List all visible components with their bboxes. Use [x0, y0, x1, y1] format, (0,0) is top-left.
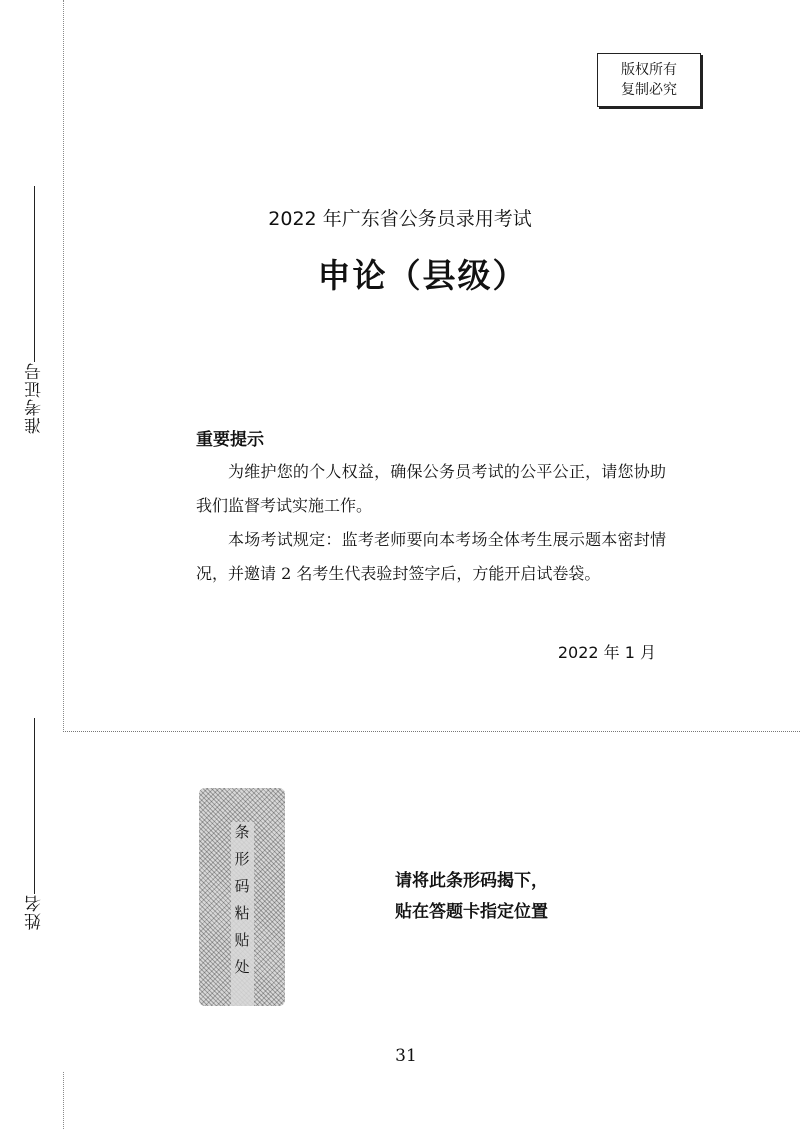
name-field [22, 718, 46, 930]
notice-paragraph-1: 为维护您的个人权益，确保公务员考试的公平公正，请您协助我们监督考试实施工作。 [196, 462, 666, 515]
barcode-instruction-line-1: 请将此条形码揭下， [395, 871, 548, 891]
page-number: 31 [395, 1046, 417, 1066]
notice-date: 2022 年 1 月 [557, 643, 656, 662]
barcode-area-label: 条形码粘贴处 [231, 822, 254, 1006]
copyright-line-1: 版权所有 [621, 62, 677, 78]
binding-dotted-line-lower [63, 1072, 64, 1129]
exam-title: 申论（县级） [317, 256, 528, 295]
exam-subtitle: 2022 年广东省公务员录用考试 [268, 208, 532, 230]
copyright-box [597, 53, 701, 107]
notice-paragraph-2: 本场考试规定：监考老师要向本考场全体考生展示题本密封情况，并邀请 2 名考生代表验封签字后，方能开启试卷袋。 [196, 530, 666, 583]
name-label: 姓名 [24, 894, 45, 930]
perforation-line [63, 731, 800, 732]
barcode-instruction [395, 866, 548, 928]
notice-heading: 重要提示 [196, 430, 264, 450]
exam-id-label: 准考证号 [24, 362, 45, 434]
barcode-instruction-line-2: 贴在答题卡指定位置 [395, 902, 548, 922]
barcode-sticker-area [199, 788, 285, 1006]
name-write-line [34, 718, 35, 894]
binding-dotted-line [63, 0, 64, 730]
copyright-line-2: 复制必究 [621, 82, 677, 98]
